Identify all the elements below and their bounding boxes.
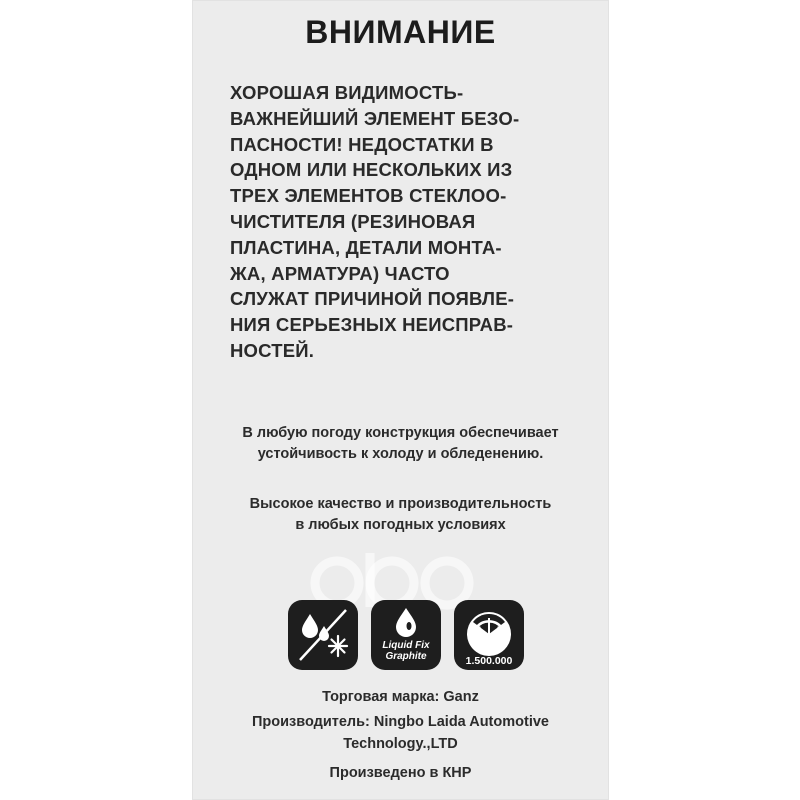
weather-icon	[288, 600, 358, 670]
warning-text	[230, 80, 600, 364]
origin-line: Произведено в КНР	[329, 765, 472, 781]
paragraph-line: В любую погоду конструкция обеспечивает	[242, 425, 559, 441]
graphite-label-2: Graphite	[385, 651, 427, 662]
cycles-label: 1.500.000	[465, 655, 513, 667]
manufacturer-line: Производитель: Ningbo Laida Automotive	[252, 714, 549, 730]
page-title: ВНИМАНИЕ	[305, 14, 496, 50]
package-panel	[192, 0, 609, 800]
warning-line: ХОРОШАЯ ВИДИМОСТЬ-	[230, 82, 464, 103]
paragraph-line: устойчивость к холоду и обледенению.	[257, 446, 544, 462]
cold-resistance-text	[192, 423, 609, 465]
warning-line: ПАСНОСТИ! НЕДОСТАТКИ В	[230, 133, 494, 155]
warning-line: ЖА, АРМАТУРА) ЧАСТО	[230, 262, 450, 284]
warning-line: ОДНОМ ИЛИ НЕСКОЛЬКИХ ИЗ	[230, 159, 513, 181]
liquid-fix-graphite-icon	[371, 600, 441, 670]
quality-text	[192, 494, 609, 536]
warning-line: СЛУЖАТ ПРИЧИНОЙ ПОЯВЛЕ-	[230, 288, 515, 310]
brand-line: Торговая марка: Ganz	[322, 689, 479, 705]
warning-line: НОСТЕЙ.	[230, 339, 315, 361]
feature-icons	[288, 600, 524, 670]
warning-line: НИЯ СЕРЬЕЗНЫХ НЕИСПРАВ-	[230, 314, 514, 336]
graphite-label-1: Liquid Fix	[382, 640, 430, 651]
wipe-cycles-icon	[454, 600, 524, 670]
manufacturer-block	[192, 711, 609, 755]
warning-line: ТРЕХ ЭЛЕМЕНТОВ СТЕКЛОО-	[230, 185, 507, 207]
paragraph-line: в любых погодных условиях	[295, 517, 506, 533]
warning-line: ЧИСТИТЕЛЯ (РЕЗИНОВАЯ	[230, 210, 476, 232]
manufacturer-line: Technology.,LTD	[343, 736, 458, 752]
paragraph-line: Высокое качество и производительность	[249, 496, 552, 512]
warning-line: ПЛАСТИНА, ДЕТАЛИ МОНТА-	[230, 236, 502, 258]
warning-line: ВАЖНЕЙШИЙ ЭЛЕМЕНТ БЕЗО-	[230, 107, 520, 129]
